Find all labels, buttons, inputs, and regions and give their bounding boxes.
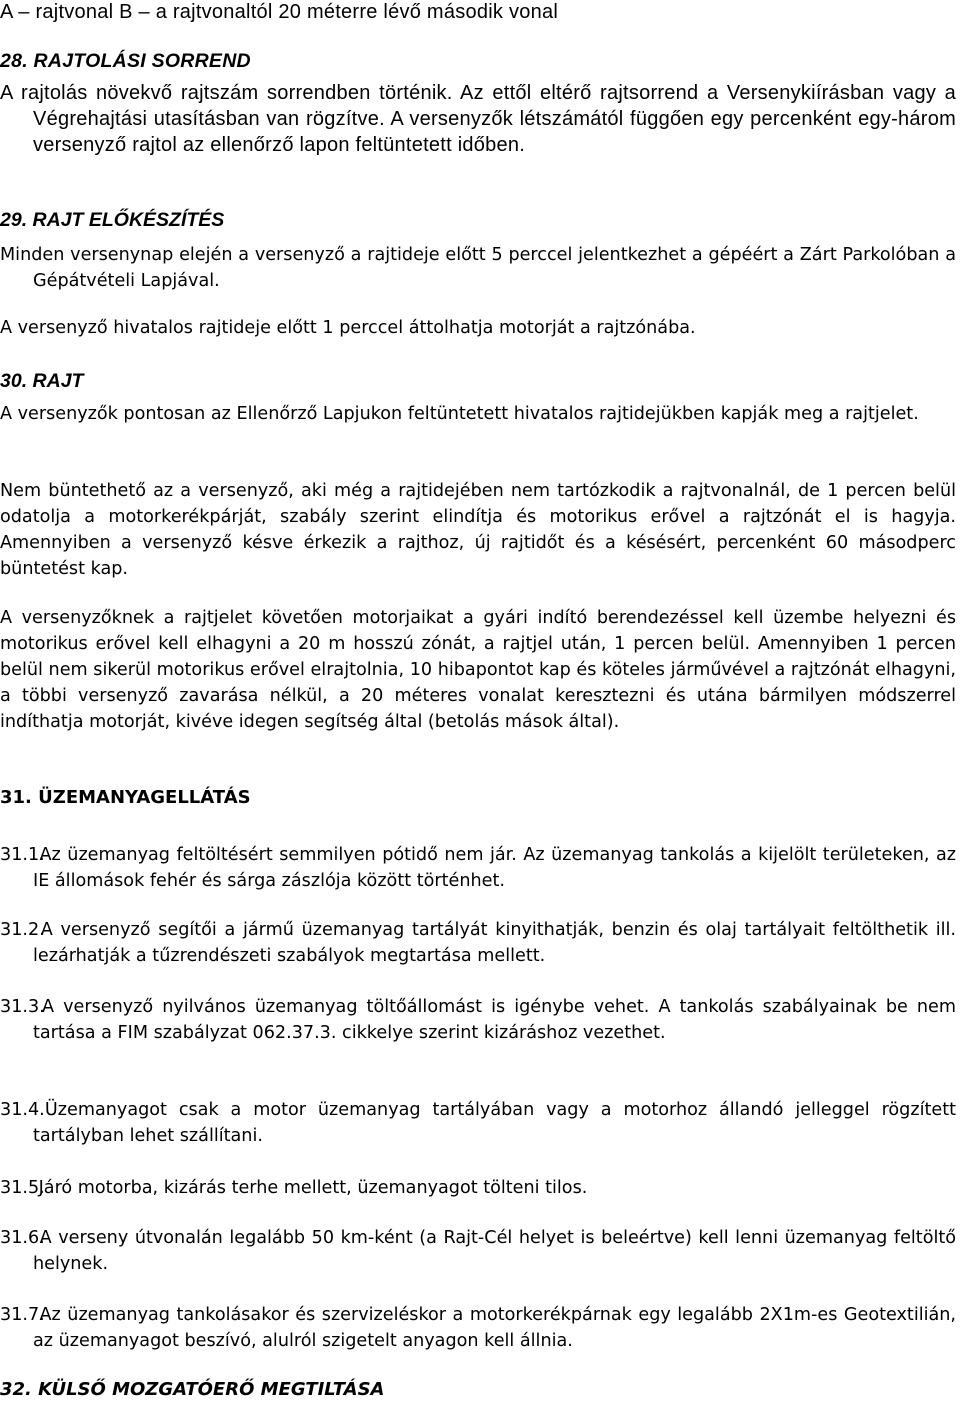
rule-text: Üzemanyagot csak a motor üzemanyag tartályában vagy a motorhoz állandó jelleggel rögzített tartályban lehet szállítani.	[33, 1100, 956, 1146]
fuel-rule-31-3	[0, 994, 956, 1046]
rule-text: Az üzemanyag tankolásakor és szervizeléskor a motorkerékpárnak egy legalább 2X1m-es Geotextilián, az üzemanyagot beszívó, alulról szigetelt anyagon kell állnia.	[33, 1305, 957, 1351]
section-30-paragraph-3: A versenyzőknek a rajtjelet követően motorjaikat a gyári indító berendezéssel kell üzembe helyezni és motorikus erővel kell elhagyni a 20 m hosszú zónát, a rajtjel után, 1 percen belül. Amennyiben 1 percen belül nem sikerül motorikus erővel elrajtolnia, 10 hibapontot kap és köteles járművével a rajtzónát elhagyni, a többi versenyző zavarása nélkül, a 20 méteres vonalat keresztezni és utána bármilyen módszerrel indíthatja motorját, kivéve idegen segítség által (betolás mások által).	[0, 608, 956, 732]
fuel-rule-31-4	[0, 1097, 956, 1149]
section-29-paragraph-2: A versenyző hivatalos rajtideje előtt 1 perccel áttolhatja motorját a rajtzónába.	[0, 318, 696, 338]
section-31-heading: 31. ÜZEMANYAGELLÁTÁS	[0, 787, 251, 808]
section-30-paragraph-1: A versenyzők pontosan az Ellenőrző Lapjukon feltüntetett hivatalos rajtidejükben kapják meg a rajtjelet.	[0, 404, 919, 424]
rule-number: 31.5.	[0, 1178, 45, 1198]
rule-number: 31.1.	[0, 845, 45, 865]
rule-text: Az üzemanyag feltöltésért semmilyen pótidő nem jár. Az üzemanyag tankolás a kijelölt területeken, az IE állomások fehér és sárga zászlója között történhet.	[33, 845, 957, 891]
section-29-heading: 29. RAJT ELŐKÉSZÍTÉS	[0, 209, 225, 231]
fuel-rule-31-6	[0, 1225, 956, 1277]
rule-number: 31.6.	[0, 1228, 45, 1248]
rule-number: 31.2.	[0, 920, 45, 940]
rule-number: 31.7.	[0, 1305, 45, 1325]
section-30-heading: 30. RAJT	[0, 370, 84, 392]
rule-text: A versenyző nyilvános üzemanyag töltőállomást is igénybe vehet. A tankolás szabályainak be nem tartása a FIM szabályzat 062.37.3. cikkelye szerint kizáráshoz vezethet.	[33, 997, 956, 1043]
rule-number: 31.3.	[0, 997, 45, 1017]
rule-text: A versenyző segítői a jármű üzemanyag tartályát kinyithatják, benzin és olaj tartályait feltölthetik ill. lezárhatják a tűzrendészeti szabályok megtartása mellett.	[33, 920, 956, 966]
fuel-rule-31-1	[0, 842, 956, 894]
section-28-heading: 28. RAJTOLÁSI SORREND	[0, 50, 251, 72]
rule-text: A verseny útvonalán legalább 50 km-ként (a Rajt-Cél helyet is beleértve) kell lenni üzemanyag feltöltő helynek.	[33, 1228, 957, 1274]
section-29-paragraph-1: Minden versenynap elején a versenyző a rajtideje előtt 5 perccel jelentkezhet a gépéért a Zárt Parkolóban a Gépátvételi Lapjával.	[0, 245, 956, 291]
fuel-rule-31-2	[0, 917, 956, 969]
section-30-paragraph-2: Nem büntethető az a versenyző, aki még a rajtidejében nem tartózkodik a rajtvonalnál, de 1 percen belül odatolja a motorkerékpárját, szabály szerint elindítja és motorikus erővel a rajtzónát el is hagyja. Amennyiben a versenyző késve érkezik a rajthoz, új rajtidőt és a késésért, percenként 60 másodperc büntetést kap.	[0, 481, 956, 579]
fuel-rule-31-7	[0, 1302, 956, 1354]
top-line-text: A – rajtvonal B – a rajtvonaltól 20 méterre lévő második vonal	[0, 1, 559, 23]
section-32-heading: 32. KÜLSŐ MOZGATÓERŐ MEGTILTÁSA	[0, 1379, 385, 1400]
section-28-paragraph: A rajtolás növekvő rajtszám sorrendben történik. Az ettől eltérő rajtsorrend a Versenykiírásban vagy a Végrehajtási utasításban van rögzítve. A versenyzők létszámától függően egy percenként egy-három versenyző rajtol az ellenőrző lapon feltüntetett időben.	[0, 82, 956, 156]
fuel-rule-31-5	[0, 1175, 956, 1201]
rule-number: 31.4.	[0, 1100, 45, 1120]
rule-text: Járó motorba, kizárás terhe mellett, üzemanyagot tölteni tilos.	[38, 1178, 588, 1198]
